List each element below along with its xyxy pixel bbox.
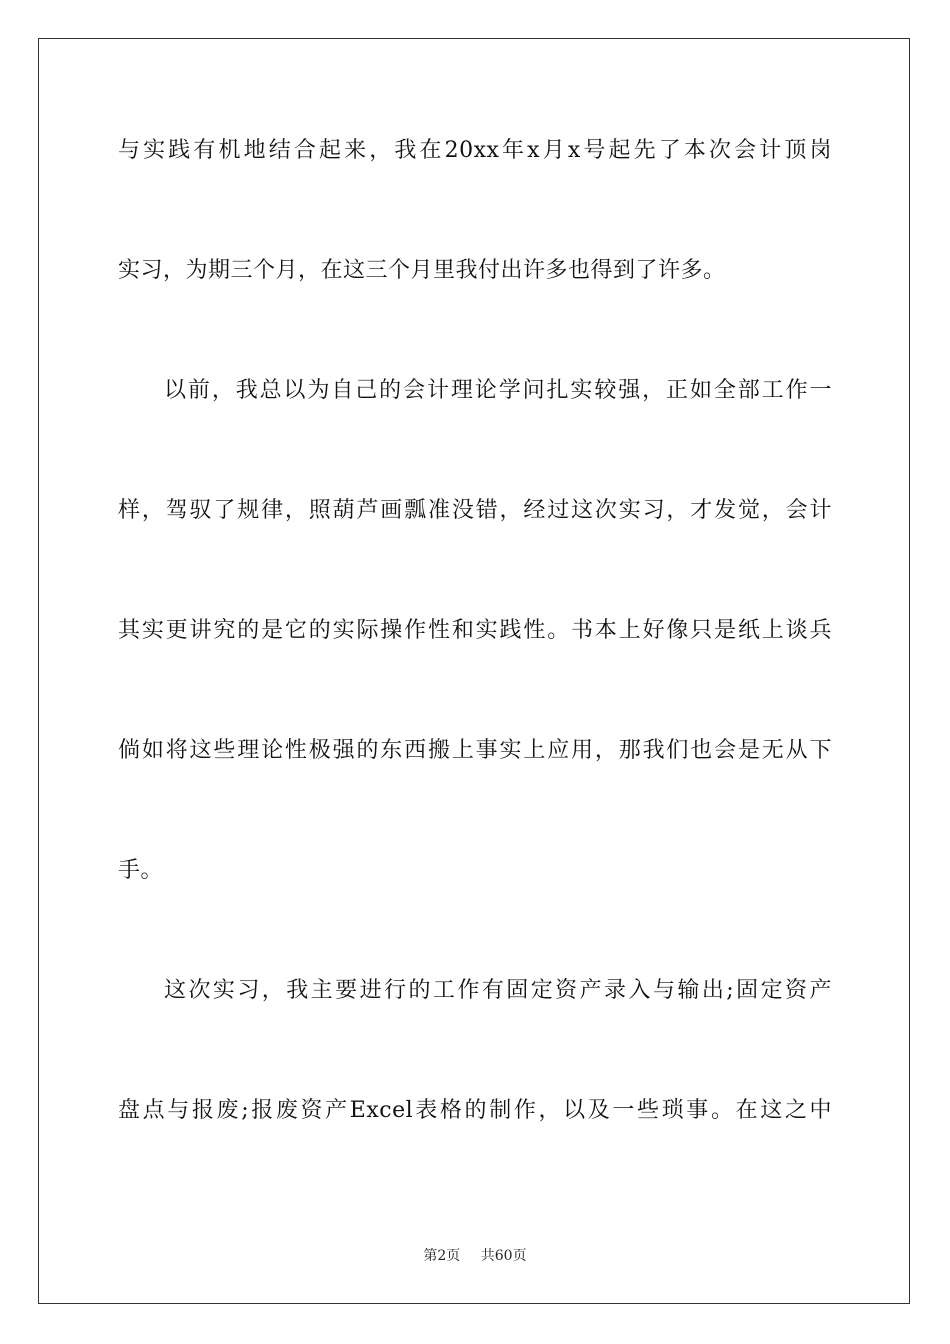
paragraph-line: 实习，为期三个月，在这三个月里我付出许多也得到了许多。 [118,258,726,283]
paragraph-line: 倘如将这些理论性极强的东西搬上事实上应用，那我们也会是无从下 [118,738,832,763]
paragraph-line: 样，驾驭了规律，照葫芦画瓢准没错，经过这次实习，才发觉，会计 [118,498,832,523]
paragraph-line: 手。 [118,858,164,883]
paragraph-line: 与实践有机地结合起来，我在20xx年x月x号起先了本次会计顶岗 [118,138,832,163]
paragraph-line: 盘点与报废;报废资产Excel表格的制作，以及一些琐事。在这之中 [118,1098,832,1123]
total-pages: 共60页 [480,1248,527,1264]
paragraph-line: 以前，我总以为自己的会计理论学问扎实较强，正如全部工作一 [164,378,832,403]
page-footer [0,1247,950,1265]
paragraph-line: 其实更讲究的是它的实际操作性和实践性。书本上好像只是纸上谈兵 [118,618,832,643]
page-number: 第2页 [423,1248,461,1264]
paragraph-line: 这次实习，我主要进行的工作有固定资产录入与输出;固定资产 [164,978,832,1003]
